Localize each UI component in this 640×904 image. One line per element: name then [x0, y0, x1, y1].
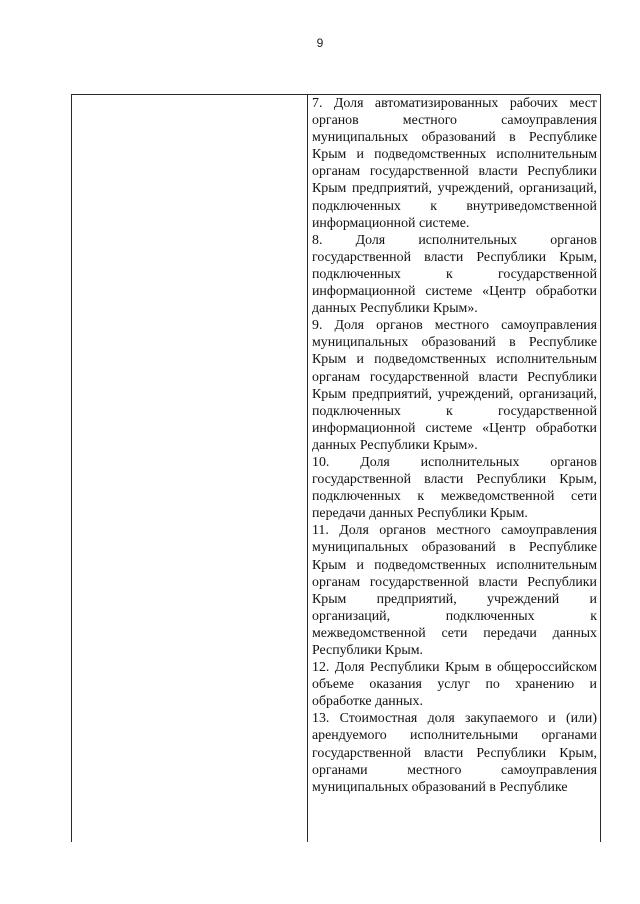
indicator-item-9: 9. Доля органов местного самоуправления муниципальных образований в Республике Крым и подведомственных исполнительным органам государственной власти Республики Крым предприятий, учреждений, организаций, подключенных к государственной информационной системе «Центр обработки данных Республики Крым».: [312, 318, 597, 453]
table-left-column: [72, 95, 308, 842]
indicator-table: [71, 94, 601, 842]
table-right-column: [308, 95, 600, 842]
indicator-item-13: 13. Стоимостная доля закупаемого и (или) арендуемого исполнительными органами государственной власти Республики Крым, органами местного самоуправления муниципальных образований в Республике: [312, 711, 597, 795]
indicator-item-10: 10. Доля исполнительных органов государственной власти Республики Крым, подключенных к межведомственной сети передачи данных Республики Крым.: [312, 454, 597, 522]
indicator-item-11: 11. Доля органов местного самоуправления муниципальных образований в Республике Крым и подведомственных исполнительным органам государственной власти Республики Крым предприятий, учреждений и организаций, подключенных к межведомственной сети передачи данных Республики Крым.: [312, 523, 597, 658]
page-number: 9: [316, 36, 324, 50]
indicator-item-7: 7. Доля автоматизированных рабочих мест органов местного самоуправления муниципальных образований в Республике Крым и подведомственных исполнительным органам государственной власти Республики Крым предприятий, учреждений, организаций, подключенных к внутриведомственной информационной системе.: [312, 96, 597, 231]
indicator-item-8: 8. Доля исполнительных органов государственной власти Республики Крым, подключенных к государственной информационной системе «Центр обработки данных Республики Крым».: [312, 232, 597, 317]
indicator-item-12: 12. Доля Республики Крым в общероссийском объеме оказания услуг по хранению и обработке данных.: [312, 660, 597, 710]
